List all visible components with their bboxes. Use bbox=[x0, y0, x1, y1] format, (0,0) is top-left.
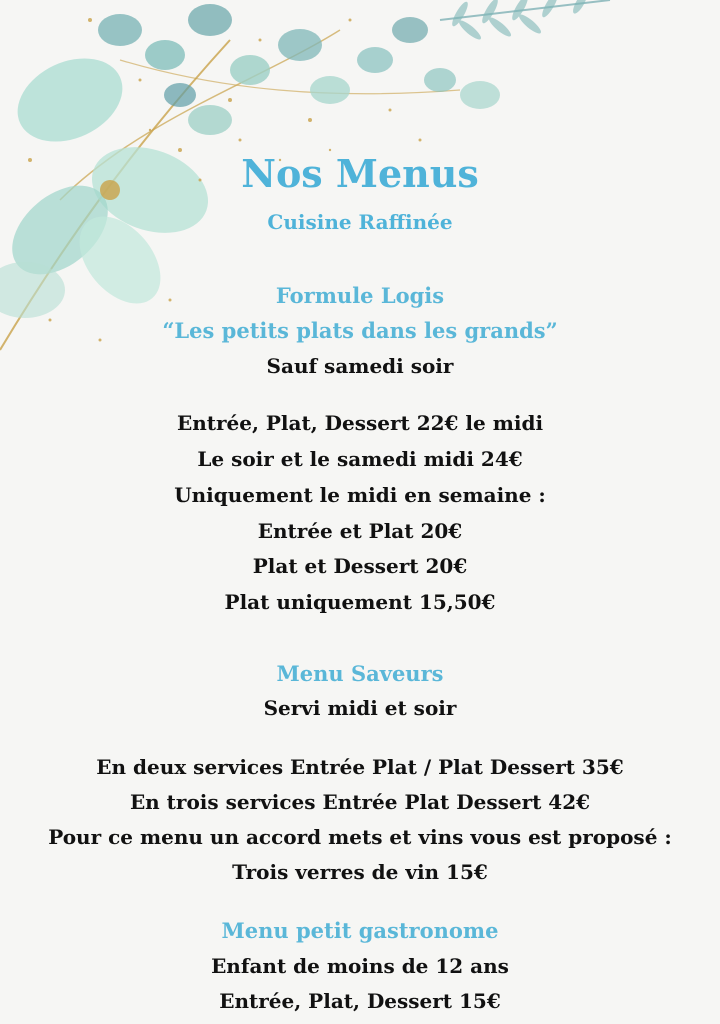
section-heading-formule-logis: Formule Logis bbox=[275, 283, 445, 308]
menu-line: En deux services Entrée Plat / Plat Dessert 35€ bbox=[96, 755, 624, 779]
section-note: Sauf samedi soir bbox=[266, 354, 454, 378]
section-heading-menu-saveurs: Menu Saveurs bbox=[276, 661, 444, 686]
menu-line: Plat uniquement 15,50€ bbox=[224, 590, 496, 614]
section-tagline: “Les petits plats dans les grands” bbox=[162, 318, 558, 343]
menu-line: Trois verres de vin 15€ bbox=[232, 860, 488, 884]
menu-line: Uniquement le midi en semaine : bbox=[174, 483, 546, 507]
menu-line: Pour ce menu un accord mets et vins vous est proposé : bbox=[48, 825, 672, 849]
page-title: Nos Menus bbox=[241, 151, 479, 196]
menu-line: Entrée, Plat, Dessert 22€ le midi bbox=[176, 411, 544, 435]
menu-line: Entrée et Plat 20€ bbox=[257, 519, 463, 543]
menu-line: Enfant de moins de 12 ans bbox=[211, 954, 509, 978]
menu-line: Le soir et le samedi midi 24€ bbox=[197, 447, 523, 471]
menu-line: Plat et Dessert 20€ bbox=[252, 554, 468, 578]
section-note: Servi midi et soir bbox=[263, 696, 457, 720]
section-heading-menu-petit-gastronome: Menu petit gastronome bbox=[221, 918, 499, 943]
menu-line: En trois services Entrée Plat Dessert 42€ bbox=[129, 790, 591, 814]
page-subtitle: Cuisine Raffinée bbox=[267, 210, 453, 234]
menu-line: Entrée, Plat, Dessert 15€ bbox=[219, 989, 501, 1013]
